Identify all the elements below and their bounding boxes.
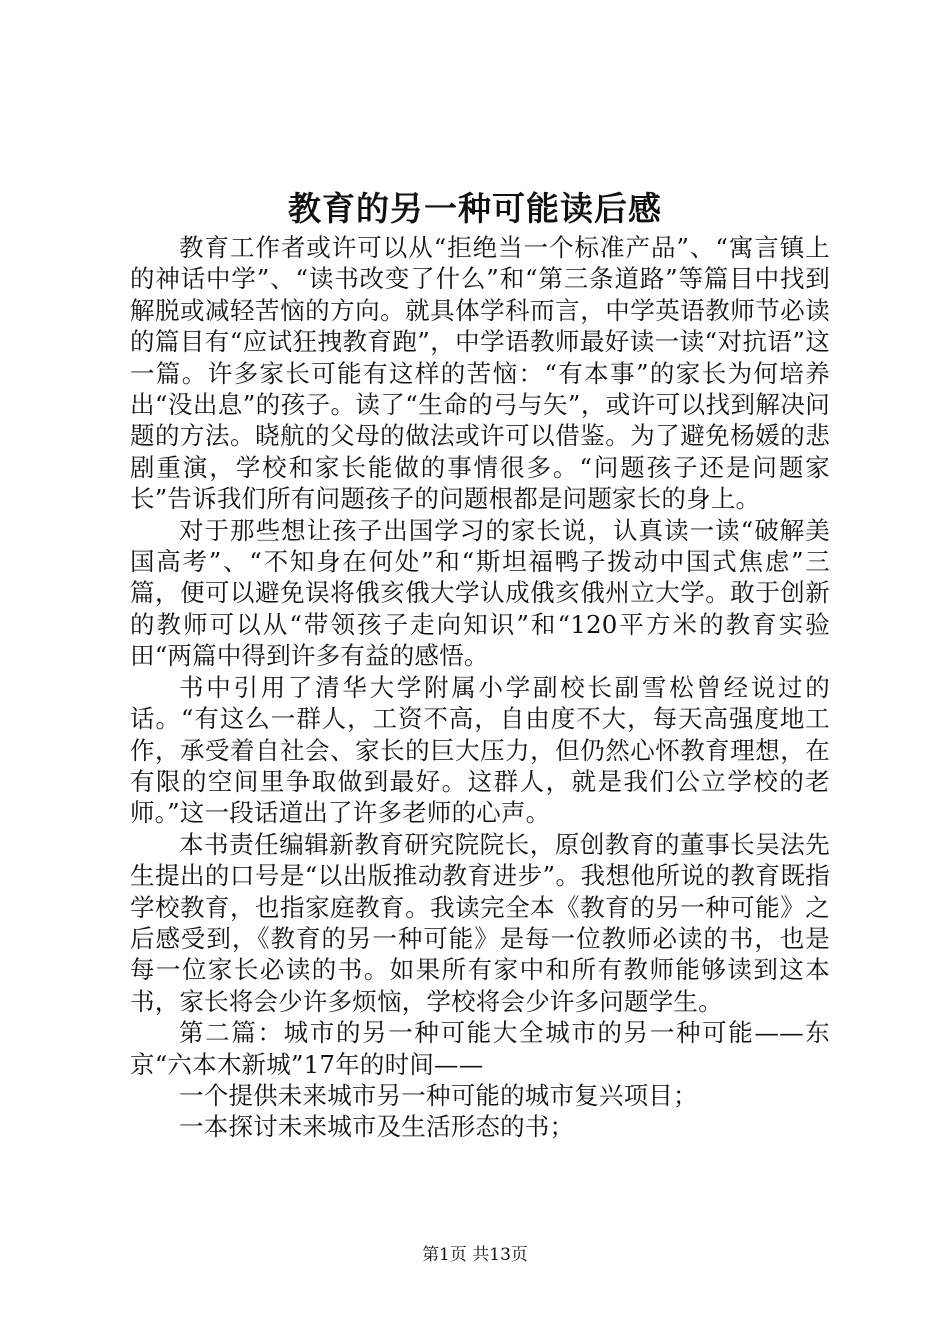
paragraph-2: 对于那些想让孩子出国学习的家长说，认真读一读“破解美国高考”、“不知身在何处”和“斯坦福鸭子拨动中国式焦虑”三篇，便可以避免误将俄亥俄大学认成俄亥俄州立大学。敢于创新的教师可以从“带领孩子走向知识”和“120平方米的教育实验田“两篇中得到许多有益的感悟。 bbox=[130, 515, 830, 671]
page-footer: 第1页 共13页 bbox=[422, 1245, 528, 1265]
document-body bbox=[130, 232, 830, 1143]
paragraph-4: 本书责任编辑新教育研究院院长，原创教育的董事长吴法先生提出的口号是“以出版推动教育进步”。我想他所说的教育既指学校教育，也指家庭教育。我读完全本《教育的另一种可能》之后感受到，《教育的另一种可能》是每一位教师必读的书，也是每一位家长必读的书。如果所有家中和所有教师能够读到这本书，家长将会少许多烦恼，学校将会少许多问题学生。 bbox=[130, 829, 830, 1016]
paragraph-7: 一本探讨未来城市及生活形态的书； bbox=[179, 1112, 575, 1142]
paragraph-3: 书中引用了清华大学附属小学副校长副雪松曾经说过的话。“有这么一群人，工资不高，自由度不大，每天高强度地工作，承受着自社会、家长的巨大压力，但仍然心怀教育理想，在有限的空间里争取做到最好。这群人，就是我们公立学校的老师。”这一段话道出了许多老师的心声。 bbox=[130, 672, 830, 828]
document-title: 教育的另一种可能读后感 bbox=[288, 189, 662, 228]
paragraph-1: 教育工作者或许可以从“拒绝当一个标准产品”、“寓言镇上的神话中学”、“读书改变了什么”和“第三条道路”等篇目中找到解脱或减轻苦恼的方向。就具体学科而言，中学英语教师节必读的篇目有“应试狂拽教育跑”，中学语教师最好读一读“对抗语”这一篇。许多家长可能有这样的苦恼：“有本事”的家长为何培养出“没出息”的孩子。读了“生命的弓与矢”，或许可以找到解决问题的方法。晓航的父母的做法或许可以借鉴。为了避免杨媛的悲剧重演，学校和家长能做的事情很多。“问题孩子还是问题家长”告诉我们所有问题孩子的问题根都是问题家长的身上。 bbox=[130, 233, 830, 514]
paragraph-5: 第二篇：城市的另一种可能大全城市的另一种可能——东京“六本木新城”17年的时间—— bbox=[130, 1018, 830, 1079]
paragraph-6: 一个提供未来城市另一种可能的城市复兴项目； bbox=[179, 1080, 698, 1110]
